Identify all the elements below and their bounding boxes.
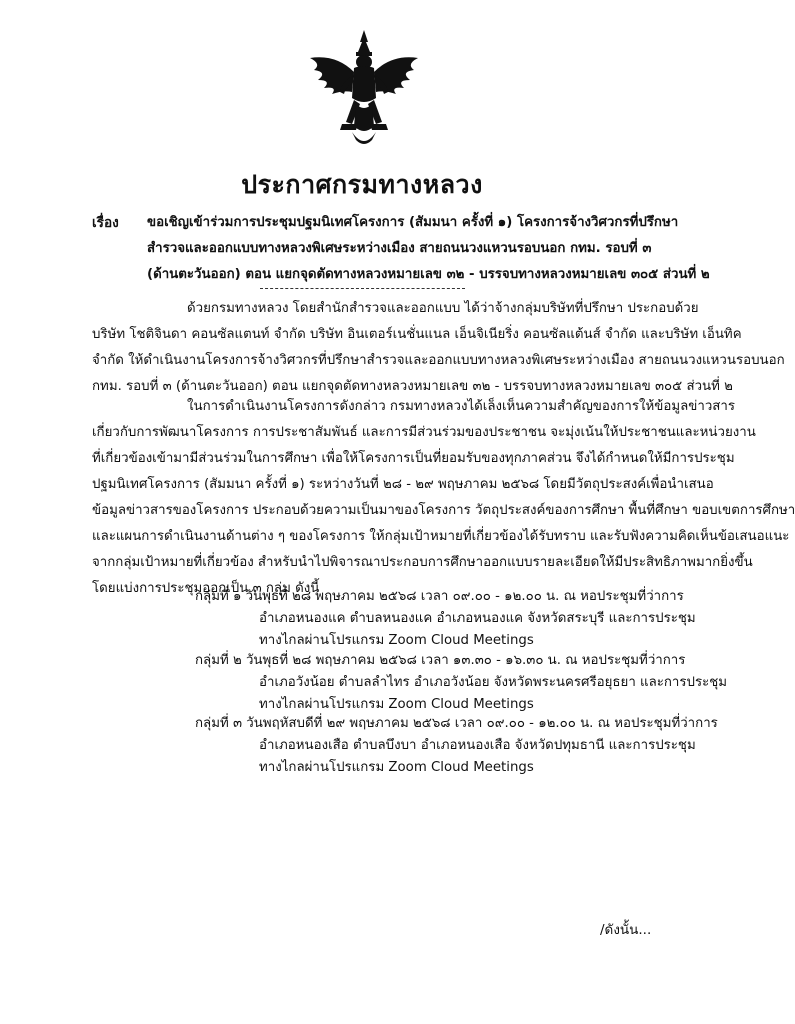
paragraph-line: ข้อมูลข่าวสารของโครงการ ประกอบด้วยความเป็นมาของโครงการ วัตถุประสงค์ของการศึกษา พื้นที่ศึกษา ขอบเขตการศึกษา bbox=[92, 503, 795, 518]
paragraph-line: ด้วยกรมทางหลวง โดยสำนักสำรวจและออกแบบ ได้ว่าจ้างกลุ่มบริษัทที่ปรึกษา ประกอบด้วย bbox=[187, 301, 699, 316]
group-line: อำเภอวังน้อย ตำบลลำไทร อำเภอวังน้อย จังหวัดพระนครศรีอยุธยา และการประชุม bbox=[259, 675, 728, 690]
group-line: ทางไกลผ่านโปรแกรม Zoom Cloud Meetings bbox=[259, 697, 534, 712]
paragraph-line: ปฐมนิเทศโครงการ (สัมมนา ครั้งที่ ๑) ระหว่างวันที่ ๒๘ - ๒๙ พฤษภาคม ๒๕๖๘ โดยมีวัตถุประสงค์เพื่อนำเสนอ bbox=[92, 477, 714, 492]
paragraph-line: บริษัท โชติจินดา คอนซัลแตนท์ จำกัด บริษัท อินเตอร์เนชั่นแนล เอ็นจิเนียริ่ง คอนซัลแต้นส์ จำกัด และบริษัท เอ็นทิค bbox=[92, 327, 742, 342]
paragraph-1 bbox=[92, 296, 785, 400]
paragraph-line: ในการดำเนินงานโครงการดังกล่าว กรมทางหลวงได้เล็งเห็นความสำคัญของการให้ข้อมูลข่าวสาร bbox=[187, 399, 736, 414]
paragraph-line: กทม. รอบที่ ๓ (ด้านตะวันออก) ตอน แยกจุดตัดทางหลวงหมายเลข ๓๒ - บรรจบทางหลวงหมายเลข ๓๐๕ ส่วนที่ ๒ bbox=[92, 379, 733, 394]
subject-text bbox=[147, 210, 710, 288]
meeting-group-3 bbox=[92, 713, 718, 779]
meeting-group-1 bbox=[92, 586, 696, 652]
paragraph-line: จำกัด ให้ดำเนินงานโครงการจ้างวิศวกรที่ปรึกษาสำรวจและออกแบบทางหลวงพิเศษระหว่างเมือง สายถนนวงแหวนรอบนอก bbox=[92, 353, 785, 368]
group-line: อำเภอหนองเสือ ตำบลบึงบา อำเภอหนองเสือ จังหวัดปทุมธานี และการประชุม bbox=[259, 738, 696, 753]
group-line: กลุ่มที่ ๓ วันพฤหัสบดีที่ ๒๙ พฤษภาคม ๒๕๖๘ เวลา ๐๙.๐๐ - ๑๒.๐๐ น. ณ หอประชุมที่ว่าการ bbox=[195, 716, 718, 731]
group-line: ทางไกลผ่านโปรแกรม Zoom Cloud Meetings bbox=[259, 760, 534, 775]
garuda-emblem-icon bbox=[302, 28, 426, 154]
paragraph-line: จากกลุ่มเป้าหมายที่เกี่ยวข้อง สำหรับนำไปพิจารณาประกอบการศึกษาออกแบบรายละเอียดให้มีประสิทธิภาพมากยิ่งขึ้น bbox=[92, 555, 753, 570]
paragraph-line: โดยแบ่งการประชุมออกเป็น ๓ กลุ่ม ดังนี้ bbox=[92, 581, 320, 596]
paragraph-line: เกี่ยวกับการพัฒนาโครงการ การประชาสัมพันธ์ และการมีส่วนร่วมของประชาชน จะมุ่งเน้นให้ประชาชนและหน่วยงาน bbox=[92, 425, 756, 440]
subject-line: สำรวจและออกแบบทางหลวงพิเศษระหว่างเมือง สายถนนวงแหวนรอบนอก กทม. รอบที่ ๓ bbox=[147, 241, 652, 256]
paragraph-2 bbox=[92, 394, 795, 602]
group-line: ทางไกลผ่านโปรแกรม Zoom Cloud Meetings bbox=[259, 633, 534, 648]
page-title: ประกาศกรมทางหลวง bbox=[241, 170, 483, 199]
continuation-note: /ดังนั้น... bbox=[600, 922, 652, 938]
paragraph-line: และแผนการดำเนินงานด้านต่าง ๆ ของโครงการ ให้กลุ่มเป้าหมายที่เกี่ยวข้องได้รับทราบ และรับฟังความคิดเห็นข้อเสนอแนะ bbox=[92, 529, 790, 544]
meeting-group-2 bbox=[92, 650, 728, 716]
group-line: กลุ่มที่ ๒ วันพุธที่ ๒๘ พฤษภาคม ๒๕๖๘ เวลา ๑๓.๓๐ - ๑๖.๓๐ น. ณ หอประชุมที่ว่าการ bbox=[195, 653, 686, 668]
group-line: อำเภอหนองแค ตำบลหนองแค อำเภอหนองแค จังหวัดสระบุรี และการประชุม bbox=[259, 611, 696, 626]
subject-line: ขอเชิญเข้าร่วมการประชุมปฐมนิเทศโครงการ (สัมมนา ครั้งที่ ๑) โครงการจ้างวิศวกรที่ปรึกษา bbox=[147, 215, 679, 230]
subject-line: (ด้านตะวันออก) ตอน แยกจุดตัดทางหลวงหมายเลข ๓๒ - บรรจบทางหลวงหมายเลข ๓๐๕ ส่วนที่ ๒ bbox=[147, 267, 710, 282]
separator-line bbox=[260, 288, 465, 289]
paragraph-line: ที่เกี่ยวข้องเข้ามามีส่วนร่วมในการศึกษา เพื่อให้โครงการเป็นที่ยอมรับของทุกภาคส่วน จึงได้กำหนดให้มีการประชุม bbox=[92, 451, 735, 466]
subject-label: เรื่อง bbox=[92, 215, 119, 231]
group-line: กลุ่มที่ ๑ วันพุธที่ ๒๘ พฤษภาคม ๒๕๖๘ เวลา ๐๙.๐๐ - ๑๒.๐๐ น. ณ หอประชุมที่ว่าการ bbox=[195, 589, 684, 604]
